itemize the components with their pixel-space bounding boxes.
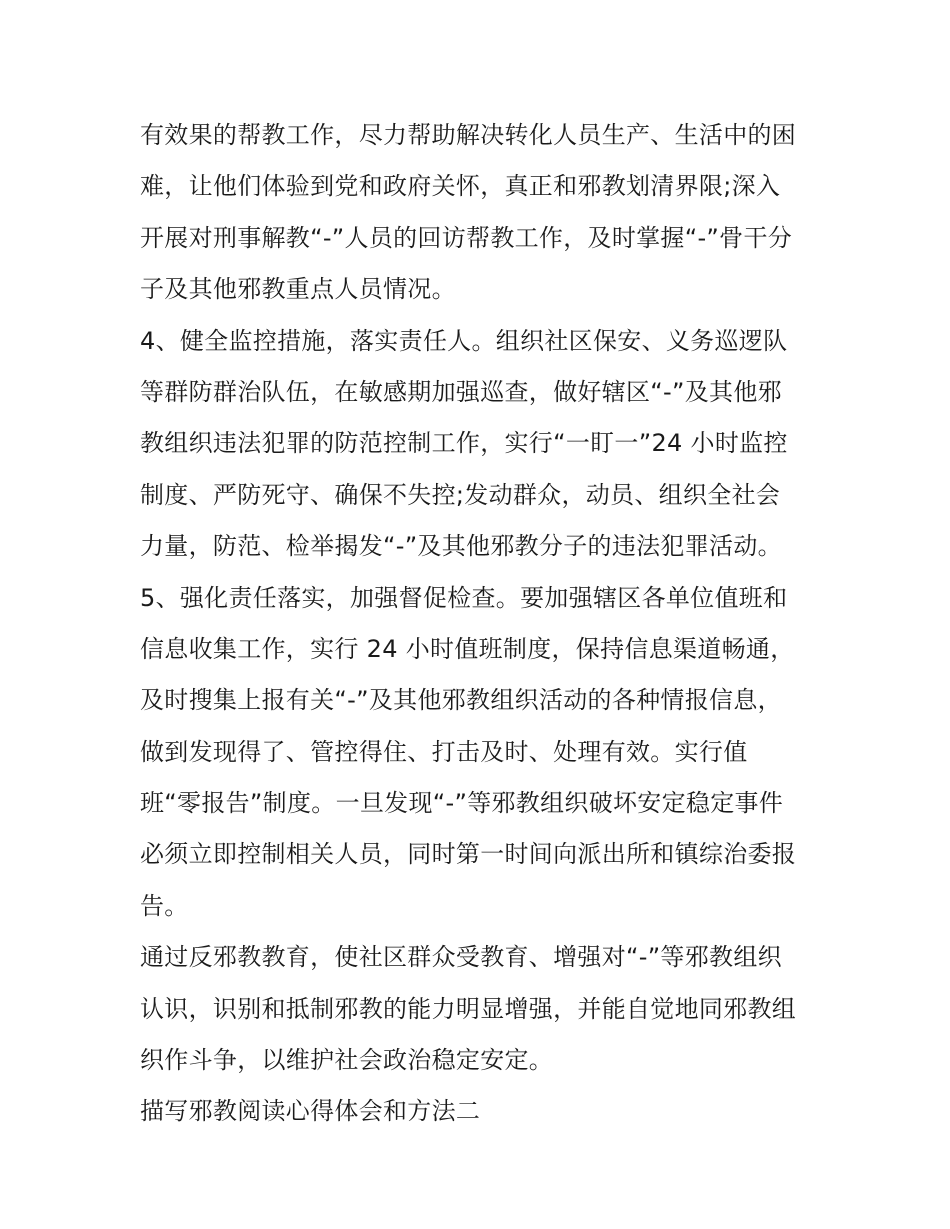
text-line: 信息收集工作，实行 24 小时值班制度，保持信息渠道畅通，	[140, 634, 795, 663]
text-line: 5、强化责任落实，加强督促检查。要加强辖区各单位值班和	[140, 583, 788, 612]
text-line: 通过反邪教教育，使社区群众受教育、增强对“-”等邪教组织	[140, 943, 782, 972]
text-line: 力量，防范、检举揭发“-”及其他邪教分子的违法犯罪活动。	[140, 532, 782, 561]
text-line: 及时搜集上报有关“-”及其他邪教组织活动的各种情报信息，	[140, 686, 782, 715]
text-line: 子及其他邪教重点人员情况。	[140, 275, 456, 304]
text-line: 班“零报告”制度。一旦发现“-”等邪教组织破坏安定稳定事件	[140, 789, 784, 818]
text-line: 教组织违法犯罪的防范控制工作，实行“一盯一”24 小时监控	[140, 429, 788, 458]
text-line: 开展对刑事解教“-”人员的回访帮教工作，及时掌握“-”骨干分	[140, 223, 793, 252]
text-line: 制度、严防死守、确保不失控;发动群众，动员、组织全社会	[140, 480, 781, 509]
text-line: 织作斗争，以维护社会政治稳定安定。	[140, 1046, 554, 1075]
text-line: 难，让他们体验到党和政府关怀，真正和邪教划清界限;深入	[140, 172, 781, 201]
text-line: 认识，识别和抵制邪教的能力明显增强，并能自觉地同邪教组	[140, 994, 797, 1023]
text-line: 4、健全监控措施，落实责任人。组织社区保安、义务巡逻队	[140, 326, 788, 355]
text-line: 等群防群治队伍，在敏感期加强巡查，做好辖区“-”及其他邪	[140, 377, 782, 406]
text-line: 做到发现得了、管控得住、打击及时、处理有效。实行值	[140, 737, 748, 766]
text-line: 必须立即控制相关人员，同时第一时间向派出所和镇综治委报	[140, 840, 797, 869]
document-body	[140, 110, 820, 1138]
text-line: 告。	[140, 891, 189, 920]
section-heading: 描写邪教阅读心得体会和方法二	[140, 1097, 481, 1126]
text-line: 有效果的帮教工作，尽力帮助解决转化人员生产、生活中的困	[140, 121, 797, 149]
